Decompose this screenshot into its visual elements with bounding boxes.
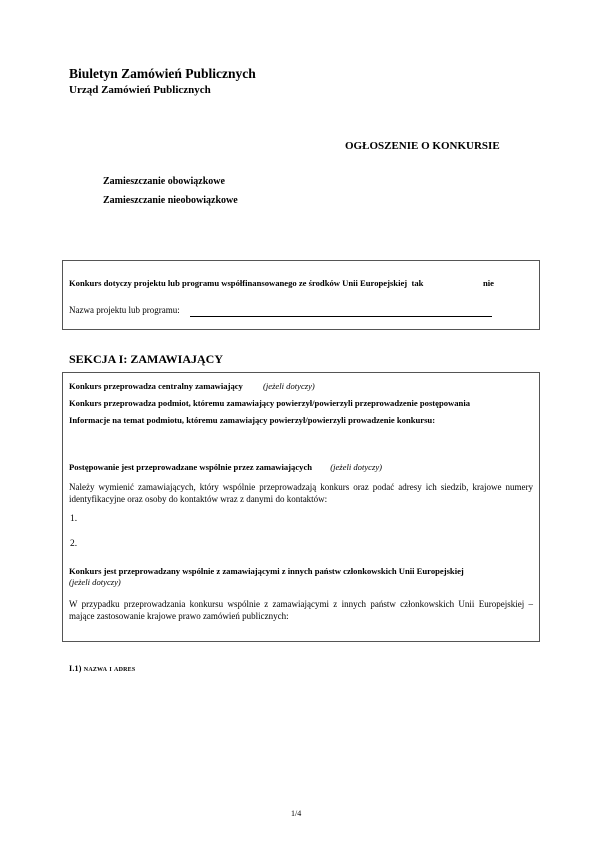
eu-project-question: [69, 278, 423, 288]
eu-joint-description: W przypadku przeprowadzania konkursu wspólnie z zamawiającymi z innych państw członkowskich Unii Europejskiej – mające zastosowanie krajowe prawo zamówień publicznych:: [69, 599, 533, 621]
contracting-authority-box: [62, 372, 540, 642]
eu-project-question-text: Konkurs dotyczy projektu lub programu współfinansowanego ze środków Unii Europejskiej: [69, 278, 408, 288]
office-name: Urząd Zamówień Publicznych: [69, 84, 211, 96]
joint-procurement-row: [69, 462, 382, 472]
joint-procurement-description: Należy wymienić zamawiających, który wspólnie przeprowadzają konkurs oraz podać adresy ich siedzib, krajowe numery identyfikacyjne oraz osoby do kontaktów wraz z danymi do kontaktów:: [69, 482, 533, 504]
project-name-field: [190, 316, 492, 317]
if-applicable-note: (jeżeli dotyczy): [69, 577, 121, 587]
delegated-entity-label: Konkurs przeprowadza podmiot, któremu zamawiający powierzył/powierzyli przeprowadzenie postępowania: [69, 398, 471, 408]
if-applicable-note: (jeżeli dotyczy): [263, 381, 315, 391]
eu-joint-label: Konkurs jest przeprowadzany wspólnie z zamawiającymi z innych państw członkowskich Unii Europejskiej: [69, 566, 464, 576]
list-item-1: 1.: [70, 514, 78, 524]
subsection-heading: [69, 664, 135, 673]
subsection-title: nazwa i adres: [83, 664, 136, 673]
notice-title: OGŁOSZENIE O KONKURSIE: [345, 140, 500, 152]
central-authority-row: [69, 381, 315, 391]
delegated-entity-info: Informacje na temat podmiotu, któremu zamawiający powierzył/powierzyli prowadzenie konkursu:: [69, 415, 436, 425]
option-mandatory: Zamieszczanie obowiązkowe: [103, 176, 225, 187]
page-number: 1/4: [291, 809, 302, 818]
central-authority-label: Konkurs przeprowadza centralny zamawiający: [69, 381, 243, 391]
joint-procurement-label: Postępowanie jest przeprowadzane wspólnie przez zamawiających: [69, 462, 313, 472]
list-item-2: 2.: [70, 539, 78, 549]
bulletin-title: Biuletyn Zamówień Publicznych: [69, 66, 256, 81]
option-optional: Zamieszczanie nieobowiązkowe: [103, 195, 238, 206]
eu-project-no: nie: [483, 278, 494, 288]
project-name-label: Nazwa projektu lub programu:: [69, 305, 180, 315]
eu-project-box: [62, 260, 540, 330]
eu-project-yes: tak: [411, 278, 424, 288]
if-applicable-note: (jeżeli dotyczy): [330, 462, 382, 472]
section-title: SEKCJA I: ZAMAWIAJĄCY: [69, 352, 224, 366]
subsection-number: I.1): [69, 664, 82, 673]
